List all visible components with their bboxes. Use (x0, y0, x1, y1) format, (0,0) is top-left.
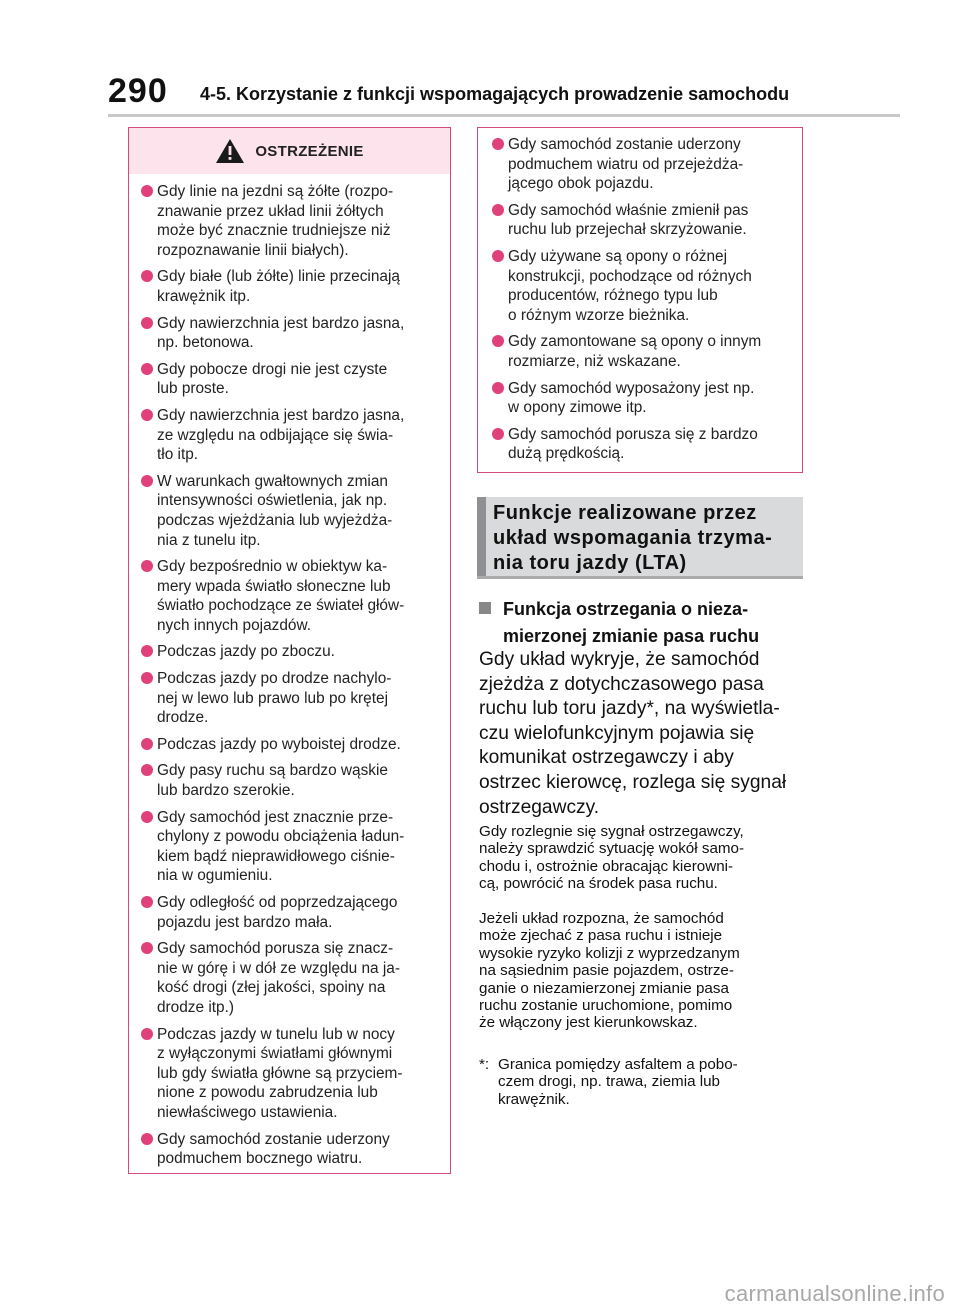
lead-paragraph: Gdy układ wykryje, że samochód zjeżdża z dotychczasowego pasa ruchu lub toru jazdy*, na wyświetla- czu wielofunkcyjnym pojawia się komunikat ostrzegawczy i aby ostrzec kierowcę, rozlega się sygnał ostrzegawczy. (479, 649, 787, 818)
footnote-text: Granica pomiędzy asfaltem a pobo- czem drogi, np. trawa, ziemia lub krawężnik. (498, 1056, 738, 1108)
warning-item (141, 557, 440, 635)
bullet-icon (141, 560, 153, 572)
bullet-icon (492, 250, 504, 262)
subsection-heading (479, 596, 799, 650)
warning-item-text: Gdy samochód porusza się znacz- nie w górę i w dół ze względu na ja- kość drogi (złej jakości, spoiny na drodze itp.) (157, 940, 400, 1016)
bullet-icon (492, 204, 504, 216)
body-paragraph: Jeżeli układ rozpozna, że samochód może zjechać z pasa ruchu i istnieje wysokie ryzyko kolizji z wyprzedzanym na sąsiednim pasie pojazdem, ostrze- ganie o niezamierzonej zmianie pasa ruchu zostanie uruchomione, pomimo że włączony jest kierunkowskaz. (479, 910, 740, 1032)
bullet-icon (141, 738, 153, 750)
warning-item-text: Gdy bezpośrednio w obiektyw ka- mery wpada światło słoneczne lub światło pochodzące ze świateł głów- nych innych pojazdów. (157, 558, 405, 634)
warning-item (141, 939, 440, 1017)
warning-item-text: Gdy nawierzchnia jest bardzo jasna, np. betonowa. (157, 314, 405, 352)
warning-item-text: Gdy zamontowane są opony o innym rozmiarze, niż wskazane. (508, 333, 762, 370)
warning-item-text: Gdy używane są opony o różnej konstrukcji, pochodzące od różnych producentów, różnego typu lub o różnym wzorze bieżnika. (508, 247, 752, 324)
page-header (0, 0, 960, 120)
warning-item-text: Gdy samochód porusza się z bardzo dużą prędkością. (508, 425, 758, 463)
square-bullet-icon (479, 602, 491, 614)
body-paragraph: Gdy rozlegnie się sygnał ostrzegawczy, należy sprawdzić sytuację wokół samo- chodu i, ostrożnie obracając kierowni- cą, powrócić na środek pasa ruchu. (479, 823, 745, 893)
warning-item-text: Gdy odległość od poprzedzającego pojazdu jest bardzo mała. (157, 894, 398, 931)
warning-header (129, 128, 450, 174)
header-divider (108, 114, 900, 117)
warning-item (141, 761, 440, 800)
warning-item (492, 201, 796, 240)
bullet-icon (141, 270, 153, 282)
bullet-icon (141, 672, 153, 684)
warning-item-text: Gdy białe (lub żółte) linie przecinają krawężnik itp. (157, 268, 400, 305)
bullet-icon (492, 382, 504, 394)
bullet-icon (141, 363, 153, 375)
warning-item-text: Podczas jazdy po wyboistej drodze. (157, 735, 401, 753)
bullet-icon (141, 942, 153, 954)
warning-item (492, 332, 796, 371)
warning-item (141, 267, 440, 306)
warning-item-text: Gdy pasy ruchu są bardzo wąskie lub bardzo szerokie. (157, 762, 388, 800)
section-heading (477, 497, 803, 579)
subsection-title: Funkcja ostrzegania o nieza- mierzonej zmianie pasa ruchu (503, 599, 760, 646)
warning-item (141, 472, 440, 550)
warning-triangle-icon (215, 138, 245, 164)
warning-item-text: Gdy nawierzchnia jest bardzo jasna, ze względu na odbijające się świa- tło itp. (157, 406, 405, 464)
warning-item (141, 1130, 440, 1169)
bullet-icon (141, 1133, 153, 1145)
footnote (479, 1056, 799, 1108)
bullet-icon (141, 764, 153, 776)
section-accent-bar (477, 497, 486, 576)
footnote-mark: *: (479, 1056, 490, 1073)
warning-item-text: Gdy pobocze drogi nie jest czyste lub proste. (157, 360, 388, 398)
warning-item (141, 314, 440, 353)
bullet-icon (141, 645, 153, 657)
chapter-title: 4-5. Korzystanie z funkcji wspomagających prowadzenie samochodu (200, 84, 790, 104)
warning-item-text: W warunkach gwałtownych zmian intensywności oświetlenia, jak np. podczas wjeżdżania lub wyjeżdża- nia z tunelu itp. (157, 472, 393, 549)
warning-item (141, 735, 440, 755)
bullet-icon (141, 317, 153, 329)
bullet-icon (141, 1028, 153, 1040)
warning-item (141, 1025, 440, 1123)
bullet-icon (141, 896, 153, 908)
bullet-icon (492, 428, 504, 440)
warning-item-text: Gdy samochód zostanie uderzony podmuchem wiatru od przejeżdża- jącego obok pojazdu. (508, 136, 744, 193)
warning-item (492, 379, 796, 418)
warning-item-text: Gdy samochód wyposażony jest np. w opony zimowe itp. (508, 379, 755, 417)
warning-list (129, 174, 450, 1169)
warning-item (492, 247, 796, 325)
warning-item-text: Gdy linie na jezdni są żółte (rozpo- znawanie przez układ linii żółtych może być znacznie trudniejsze niż rozpoznawanie linii białych). (157, 183, 394, 259)
warning-box (128, 127, 451, 1174)
warning-item (141, 893, 440, 932)
warning-item-text: Podczas jazdy w tunelu lub w nocy z wyłączonymi światłami głównymi lub gdy światła główne są przyciem- nione z powodu zabrudzenia lub niewłaściwego ustawienia. (157, 1025, 403, 1121)
bullet-icon (141, 185, 153, 197)
bullet-icon (141, 475, 153, 487)
warning-title: OSTRZEŻENIE (255, 142, 364, 160)
warning-item (141, 808, 440, 886)
section-title: Funkcje realizowane przez układ wspomagania trzyma- nia toru jazdy (LTA) (493, 502, 773, 574)
watermark: carmanualsonline.info (724, 1281, 945, 1306)
warning-item-text: Podczas jazdy po drodze nachylo- nej w lewo lub prawo lub po krętej drodze. (157, 670, 392, 727)
page-number: 290 (108, 72, 168, 110)
warning-item-text: Podczas jazdy po zboczu. (157, 643, 335, 661)
bullet-icon (141, 409, 153, 421)
warning-item (492, 425, 796, 464)
warning-item (141, 360, 440, 399)
warning-item-text: Gdy samochód jest znacznie prze- chylony z powodu obciążenia ładun- kiem bądź nieprawidłowego ciśnie- nia w ogumieniu. (157, 808, 405, 885)
warning-item (492, 135, 796, 194)
bullet-icon (141, 811, 153, 823)
bullet-icon (492, 138, 504, 150)
warning-continued-box (477, 127, 803, 473)
warning-item (141, 669, 440, 728)
warning-item (141, 406, 440, 465)
warning-item (141, 642, 440, 662)
warning-item-text: Gdy samochód właśnie zmienił pas ruchu lub przejechał skrzyżowanie. (508, 201, 749, 239)
warning-continued-list (478, 128, 802, 464)
warning-item-text: Gdy samochód zostanie uderzony podmuchem bocznego wiatru. (157, 1130, 390, 1168)
warning-item (141, 182, 440, 260)
bullet-icon (492, 335, 504, 347)
